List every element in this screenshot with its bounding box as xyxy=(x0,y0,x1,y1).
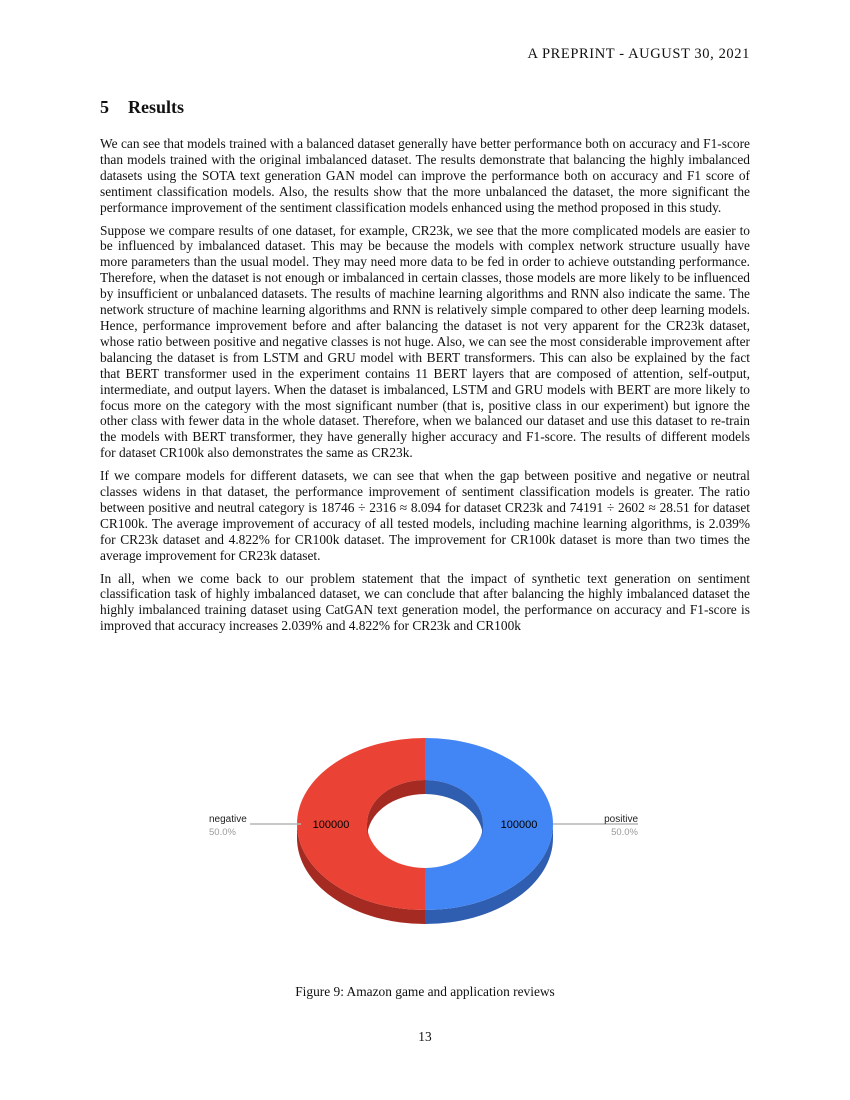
section-heading xyxy=(100,97,184,118)
paragraph: Suppose we compare results of one dataset, for example, CR23k, we see that the more complicated models are easier to be influenced by imbalanced dataset. This may be because the models with complex network structure usually have more parameters than the usual model. They may need more data to be fed in order to achieve outstanding performance. Therefore, when the dataset is not enough or imbalanced in certain classes, those models are more likely to be influenced by insufficient or unbalanced datasets. The results of machine learning algorithms and RNN also indicate the same. The network structure of machine learning algorithms and RNN is relatively simple compared to other deep learning models. Hence, performance improvement before and after balancing the dataset is not very apparent for the CR23k dataset, whose ratio between positive and negative classes is not huge. Also, we can see the most considerable improvement after balancing the dataset is from LSTM and GRU model with BERT transformers. This can also be explained by the fact that BERT transformer used in the experiment contains 11 BERT layers that are composed of attention, self-output, intermediate, and output layers. When the dataset is imbalanced, LSTM and GRU models with BERT are more likely to focus more on the category with the most significant number (that is, positive class in our experiment) but ignore the other class with fewer data in the whole dataset. Therefore, when we balanced our dataset and use this dataset to re-train the models with BERT transformer, they have generally higher accuracy and F1-score. The results of different models for dataset CR100k also demonstrates the same as CR23k. xyxy=(100,222,750,461)
category-label-negative: negative xyxy=(209,814,247,825)
page-number: 13 xyxy=(418,1029,432,1044)
running-header: A PREPRINT - AUGUST 30, 2021 xyxy=(527,46,750,62)
figure-caption: Figure 9: Amazon game and application reviews xyxy=(295,984,555,999)
slice-label-negative: 100000 xyxy=(312,819,350,831)
paragraph: In all, when we come back to our problem statement that the impact of synthetic text generation on sentiment classification task of highly imbalanced dataset, we can conclude that after balancing the highly imbalanced dataset the highly imbalanced training dataset using CatGAN text generation model, the performance on accuracy and F1-score is improved that accuracy increases 2.039% and 4.822% for CR23k and CR100k xyxy=(100,570,750,634)
body-text xyxy=(100,136,750,641)
slice-label-positive: 100000 xyxy=(500,819,538,831)
percent-label-positive: 50.0% xyxy=(611,827,638,838)
donut-chart xyxy=(200,718,650,958)
paragraph: We can see that models trained with a balanced dataset generally have better performance both on accuracy and F1-score than models trained with the original imbalanced dataset. The results demonstrate that balancing the highly imbalanced datasets using the SOTA text generation GAN model can improve the performance both on accuracy and F1 score of sentiment classification models. Also, the results show that the more unbalanced the dataset, the more significant the performance improvement of the sentiment classification models enhanced using the method proposed in this study. xyxy=(100,136,750,215)
paragraph: If we compare models for different datasets, we can see that when the gap between positive and negative or neutral classes widens in that dataset, the performance improvement of sentiment classification models is greater. The ratio between positive and neutral category is 18746 ÷ 2316 ≈ 8.094 for dataset CR23k and 74191 ÷ 2602 ≈ 28.51 for dataset CR100k. The average improvement of accuracy of all tested models, including machine learning algorithms, is 2.039% for CR23k dataset and 4.822% for CR100k dataset. The improvement for CR100k dataset is more than two times the average improvement for CR23k dataset. xyxy=(100,468,750,563)
category-label-positive: positive xyxy=(604,814,638,825)
section-title: Results xyxy=(128,97,185,117)
section-number: 5 xyxy=(100,97,109,117)
percent-label-negative: 50.0% xyxy=(209,827,236,838)
